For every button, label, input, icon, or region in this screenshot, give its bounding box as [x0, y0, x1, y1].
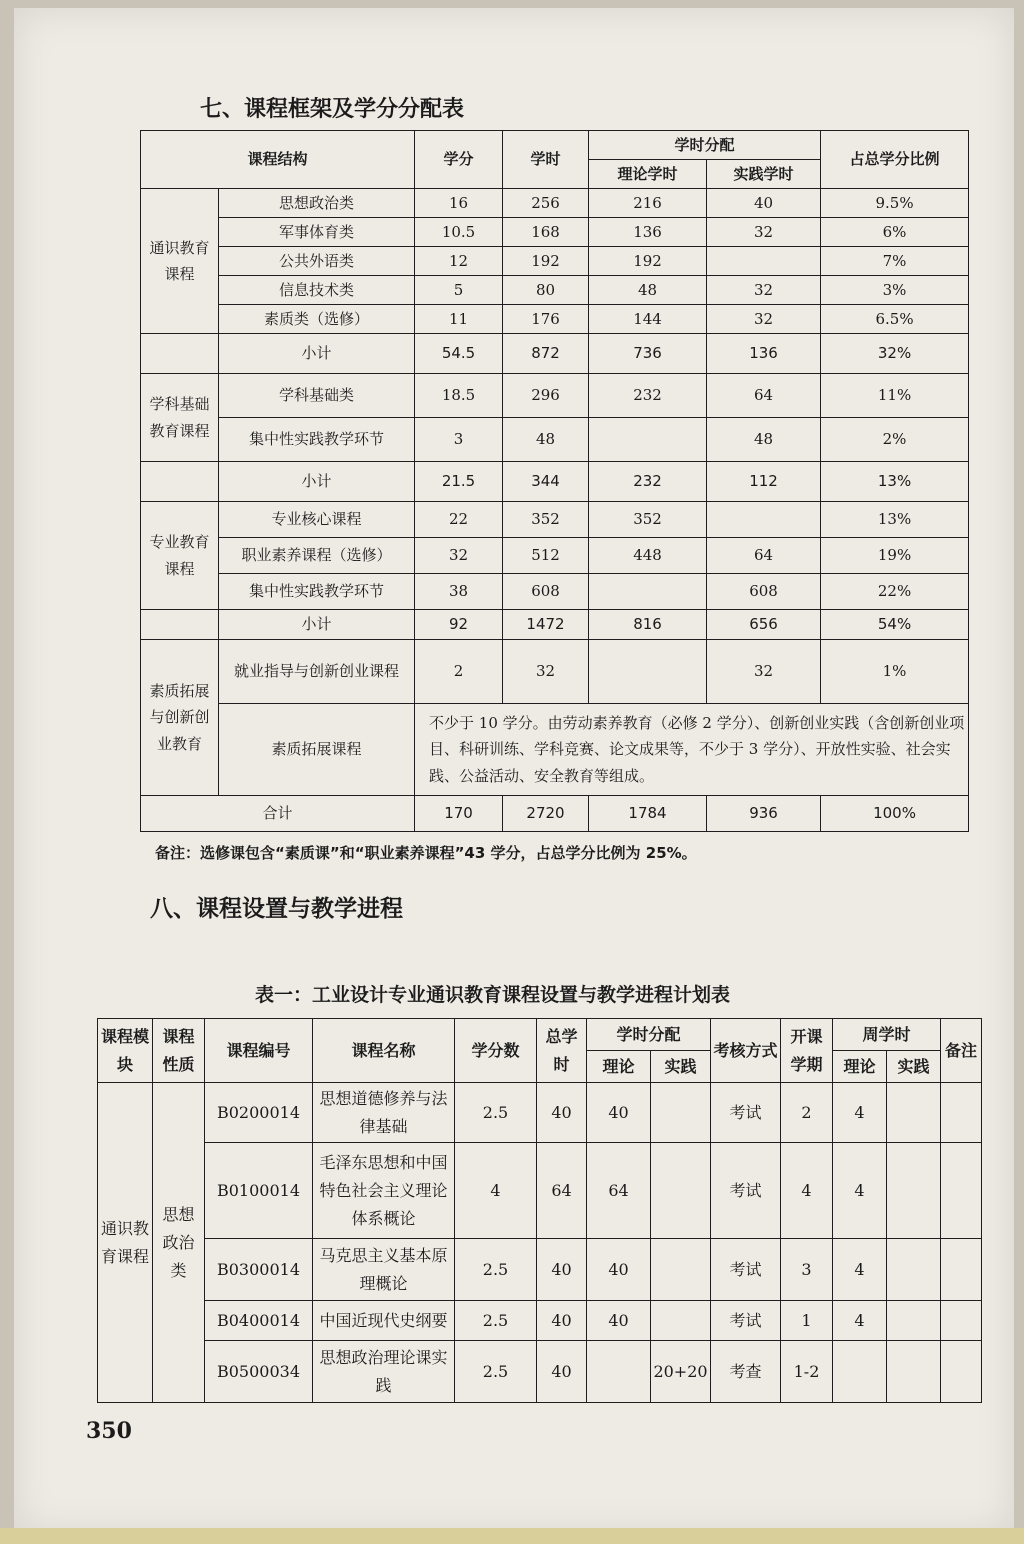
- course-credits: 2.5: [455, 1341, 537, 1403]
- row-name: 专业核心课程: [219, 502, 415, 538]
- header-credits: 学分: [415, 131, 503, 189]
- total-credits: 170: [415, 796, 503, 832]
- table-row: [98, 1301, 982, 1341]
- row-ratio: 3%: [821, 276, 969, 305]
- course-credits: 2.5: [455, 1239, 537, 1301]
- row-ratio: 22%: [821, 574, 969, 610]
- course-weekly-practice: [887, 1341, 941, 1403]
- row-ratio: 1%: [821, 640, 969, 704]
- table-row: [141, 704, 969, 796]
- row-theory: 48: [589, 276, 707, 305]
- row-practice: 48: [707, 418, 821, 462]
- row-theory: 448: [589, 538, 707, 574]
- row-ratio: 2%: [821, 418, 969, 462]
- table-row: [141, 640, 969, 704]
- page-number: 350: [86, 1418, 132, 1444]
- table-row: [98, 1083, 982, 1143]
- course-semester: 1: [781, 1301, 833, 1341]
- row-name: 思想政治类: [219, 189, 415, 218]
- header-exam: 考核方式: [711, 1019, 781, 1083]
- subtotal-practice: 136: [707, 334, 821, 374]
- table-row: [141, 374, 969, 418]
- course-exam: 考试: [711, 1143, 781, 1239]
- total-name: 合计: [141, 796, 415, 832]
- row-practice: 32: [707, 305, 821, 334]
- course-code: B0200014: [205, 1083, 313, 1143]
- subtotal-name: 小计: [219, 462, 415, 502]
- header-credits: 学分数: [455, 1019, 537, 1083]
- course-hours: 40: [537, 1239, 587, 1301]
- course-remark: [941, 1341, 982, 1403]
- course-semester: 2: [781, 1083, 833, 1143]
- subtotal-credits: 54.5: [415, 334, 503, 374]
- row-name: 就业指导与创新创业课程: [219, 640, 415, 704]
- course-exam: 考试: [711, 1083, 781, 1143]
- course-exam: 考试: [711, 1301, 781, 1341]
- row-practice: 32: [707, 276, 821, 305]
- subtotal-credits: 92: [415, 610, 503, 640]
- course-weekly-practice: [887, 1083, 941, 1143]
- course-weekly-theory: 4: [833, 1083, 887, 1143]
- subtotal-practice: 112: [707, 462, 821, 502]
- course-hours: 64: [537, 1143, 587, 1239]
- course-code: B0400014: [205, 1301, 313, 1341]
- course-weekly-theory: 4: [833, 1143, 887, 1239]
- course-exam: 考查: [711, 1341, 781, 1403]
- empty-cell: [141, 334, 219, 374]
- course-remark: [941, 1301, 982, 1341]
- empty-cell: [141, 462, 219, 502]
- row-practice: 40: [707, 189, 821, 218]
- row-name: 集中性实践教学环节: [219, 418, 415, 462]
- header-weekly-theory: 理论: [833, 1051, 887, 1083]
- course-semester: 1-2: [781, 1341, 833, 1403]
- table-row: [141, 218, 969, 247]
- subtotal-name: 小计: [219, 334, 415, 374]
- total-row: [141, 796, 969, 832]
- row-ratio: 11%: [821, 374, 969, 418]
- row-hours: 176: [503, 305, 589, 334]
- row-theory: [589, 640, 707, 704]
- total-ratio: 100%: [821, 796, 969, 832]
- nature-cell: 思想政治类: [153, 1083, 205, 1403]
- header-nature: 课程性质: [153, 1019, 205, 1083]
- row-name: 集中性实践教学环节: [219, 574, 415, 610]
- table-row: [98, 1239, 982, 1301]
- subtotal-practice: 656: [707, 610, 821, 640]
- course-hours: 40: [537, 1341, 587, 1403]
- subtotal-row: [141, 462, 969, 502]
- table-row: [141, 418, 969, 462]
- row-hours: 32: [503, 640, 589, 704]
- table-row: [98, 1143, 982, 1239]
- group-name: 专业教育课程: [141, 502, 219, 610]
- course-semester: 3: [781, 1239, 833, 1301]
- row-hours: 192: [503, 247, 589, 276]
- course-code: B0500034: [205, 1341, 313, 1403]
- course-remark: [941, 1143, 982, 1239]
- row-hours: 48: [503, 418, 589, 462]
- header-module: 课程模块: [98, 1019, 153, 1083]
- header-practice: 实践学时: [707, 160, 821, 189]
- course-practice: [651, 1239, 711, 1301]
- course-weekly-practice: [887, 1301, 941, 1341]
- table-row: [141, 189, 969, 218]
- section-7-title: 七、课程框架及学分分配表: [200, 97, 465, 122]
- header-weekly: 周学时: [833, 1019, 941, 1051]
- course-practice: [651, 1143, 711, 1239]
- subtotal-theory: 736: [589, 334, 707, 374]
- row-practice: 32: [707, 218, 821, 247]
- total-theory: 1784: [589, 796, 707, 832]
- row-ratio: 19%: [821, 538, 969, 574]
- row-name: 信息技术类: [219, 276, 415, 305]
- section-8-title: 八、课程设置与教学进程: [150, 896, 403, 922]
- row-credits: 38: [415, 574, 503, 610]
- row-ratio: 7%: [821, 247, 969, 276]
- header-name: 课程名称: [313, 1019, 455, 1083]
- total-practice: 936: [707, 796, 821, 832]
- row-practice: 32: [707, 640, 821, 704]
- course-hours: 40: [537, 1301, 587, 1341]
- row-name: 公共外语类: [219, 247, 415, 276]
- row-theory: 192: [589, 247, 707, 276]
- row-name: 学科基础类: [219, 374, 415, 418]
- header-theory: 理论: [587, 1051, 651, 1083]
- row-practice: [707, 247, 821, 276]
- header-total-hours: 总学时: [537, 1019, 587, 1083]
- course-plan-table: [97, 1018, 982, 1403]
- row-credits: 18.5: [415, 374, 503, 418]
- header-ratio: 占总学分比例: [821, 131, 969, 189]
- course-credits: 4: [455, 1143, 537, 1239]
- course-name: 马克思主义基本原理概论: [313, 1239, 455, 1301]
- row-theory: 232: [589, 374, 707, 418]
- course-theory: 40: [587, 1301, 651, 1341]
- course-practice: 20+20: [651, 1341, 711, 1403]
- table-row: [141, 574, 969, 610]
- course-credits: 2.5: [455, 1083, 537, 1143]
- course-theory: 40: [587, 1239, 651, 1301]
- row-theory: 216: [589, 189, 707, 218]
- row-name: 素质拓展课程: [219, 704, 415, 796]
- header-code: 课程编号: [205, 1019, 313, 1083]
- group-name: 素质拓展与创新创业教育: [141, 640, 219, 796]
- subtotal-name: 小计: [219, 610, 415, 640]
- subtotal-theory: 232: [589, 462, 707, 502]
- header-hours: 学时: [503, 131, 589, 189]
- row-credits: 22: [415, 502, 503, 538]
- row-name: 素质类（选修）: [219, 305, 415, 334]
- row-ratio: 9.5%: [821, 189, 969, 218]
- table-1-title: 表一：工业设计专业通识教育课程设置与教学进程计划表: [255, 984, 731, 1006]
- header-semester: 开课学期: [781, 1019, 833, 1083]
- row-hours: 608: [503, 574, 589, 610]
- table-row: [141, 502, 969, 538]
- table-row: [141, 276, 969, 305]
- row-practice: 608: [707, 574, 821, 610]
- header-hours-dist: 学时分配: [589, 131, 821, 160]
- table-header-row: [141, 131, 969, 160]
- course-name: 毛泽东思想和中国特色社会主义理论体系概论: [313, 1143, 455, 1239]
- row-credits: 11: [415, 305, 503, 334]
- course-weekly-practice: [887, 1143, 941, 1239]
- row-credits: 2: [415, 640, 503, 704]
- table-note: 备注：选修课包含“素质课”和“职业素养课程”43 学分，占总学分比例为 25%。: [155, 844, 697, 862]
- course-weekly-practice: [887, 1239, 941, 1301]
- subtotal-ratio: 54%: [821, 610, 969, 640]
- row-practice: [707, 502, 821, 538]
- row-theory: 144: [589, 305, 707, 334]
- row-hours: 168: [503, 218, 589, 247]
- course-name: 思想政治理论课实践: [313, 1341, 455, 1403]
- subtotal-row: [141, 610, 969, 640]
- page-edge-strip: [0, 1528, 1024, 1544]
- row-hours: 352: [503, 502, 589, 538]
- header-remark: 备注: [941, 1019, 982, 1083]
- subtotal-credits: 21.5: [415, 462, 503, 502]
- quality-description: 不少于 10 学分。由劳动素养教育（必修 2 学分）、创新创业实践（含创新创业项目、科研训练、学科竞赛、论文成果等，不少于 3 学分）、开放性实验、社会实践、公益活动、安全教育等组成。: [415, 704, 969, 796]
- row-ratio: 6%: [821, 218, 969, 247]
- header-practice: 实践: [651, 1051, 711, 1083]
- subtotal-ratio: 32%: [821, 334, 969, 374]
- table-row: [141, 247, 969, 276]
- module-cell: 通识教育课程: [98, 1083, 153, 1403]
- subtotal-row: [141, 334, 969, 374]
- header-theory: 理论学时: [589, 160, 707, 189]
- row-ratio: 6.5%: [821, 305, 969, 334]
- row-practice: 64: [707, 538, 821, 574]
- row-credits: 5: [415, 276, 503, 305]
- row-ratio: 13%: [821, 502, 969, 538]
- row-hours: 256: [503, 189, 589, 218]
- course-theory: 64: [587, 1143, 651, 1239]
- row-theory: 136: [589, 218, 707, 247]
- subtotal-theory: 816: [589, 610, 707, 640]
- course-remark: [941, 1239, 982, 1301]
- row-credits: 16: [415, 189, 503, 218]
- total-hours: 2720: [503, 796, 589, 832]
- row-hours: 80: [503, 276, 589, 305]
- row-practice: 64: [707, 374, 821, 418]
- header-weekly-practice: 实践: [887, 1051, 941, 1083]
- header-structure: 课程结构: [141, 131, 415, 189]
- course-practice: [651, 1301, 711, 1341]
- empty-cell: [141, 610, 219, 640]
- row-hours: 296: [503, 374, 589, 418]
- row-credits: 10.5: [415, 218, 503, 247]
- row-theory: [589, 418, 707, 462]
- course-weekly-theory: 4: [833, 1301, 887, 1341]
- row-credits: 3: [415, 418, 503, 462]
- subtotal-hours: 872: [503, 334, 589, 374]
- table-row: [141, 538, 969, 574]
- credit-allocation-table: [140, 130, 969, 832]
- course-name: 思想道德修养与法律基础: [313, 1083, 455, 1143]
- subtotal-hours: 1472: [503, 610, 589, 640]
- header-hours-dist: 学时分配: [587, 1019, 711, 1051]
- row-theory: 352: [589, 502, 707, 538]
- table-header-row: [98, 1019, 982, 1051]
- table-row: [98, 1341, 982, 1403]
- row-name: 职业素养课程（选修）: [219, 538, 415, 574]
- course-semester: 4: [781, 1143, 833, 1239]
- row-name: 军事体育类: [219, 218, 415, 247]
- course-weekly-theory: 4: [833, 1239, 887, 1301]
- course-theory: 40: [587, 1083, 651, 1143]
- course-remark: [941, 1083, 982, 1143]
- course-practice: [651, 1083, 711, 1143]
- course-exam: 考试: [711, 1239, 781, 1301]
- course-credits: 2.5: [455, 1301, 537, 1341]
- row-theory: [589, 574, 707, 610]
- group-name: 通识教育课程: [141, 189, 219, 334]
- group-name: 学科基础教育课程: [141, 374, 219, 462]
- course-code: B0300014: [205, 1239, 313, 1301]
- table-row: [141, 305, 969, 334]
- row-credits: 12: [415, 247, 503, 276]
- row-hours: 512: [503, 538, 589, 574]
- row-credits: 32: [415, 538, 503, 574]
- subtotal-ratio: 13%: [821, 462, 969, 502]
- course-name: 中国近现代史纲要: [313, 1301, 455, 1341]
- course-theory: [587, 1341, 651, 1403]
- subtotal-hours: 344: [503, 462, 589, 502]
- course-code: B0100014: [205, 1143, 313, 1239]
- course-weekly-theory: [833, 1341, 887, 1403]
- course-hours: 40: [537, 1083, 587, 1143]
